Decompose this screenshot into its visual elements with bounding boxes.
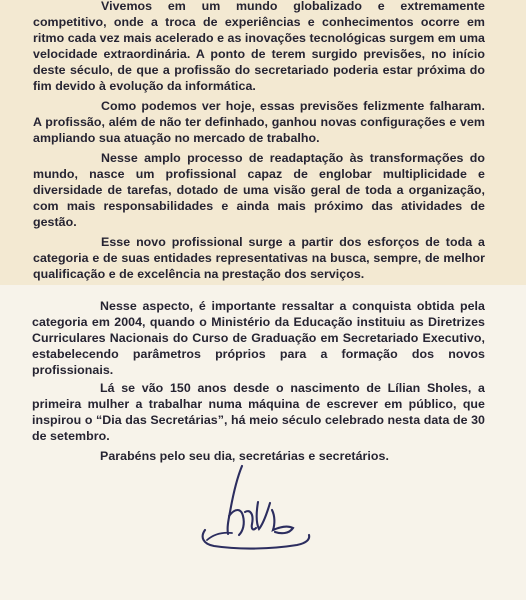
- closing-greeting: Parabéns pelo seu dia, secretárias e secretários.: [100, 449, 389, 463]
- paragraph-new-professional: Nesse amplo processo de readaptação às transformações do mundo, nasce um profissional capaz de englobar multiplicidade e diversidade de tarefas, dotado de uma visão geral de toda a organização, com mais responsabilidades e ainda mais próximo das atividades de gestão.: [33, 151, 485, 230]
- paragraph-curricular-guidelines: Nesse aspecto, é importante ressaltar a conquista obtida pela categoria em 2004, quando o Ministério da Educação instituiu as Diretrizes Curriculares Nacionais do Curso de Graduação em Secretariado Executivo, estabelecendo parâmetros próprios para a formação dos novos profissionais.: [32, 299, 485, 378]
- paragraph-lilian-sholes: Lá se vão 150 anos desde o nascimento de Lílian Sholes, a primeira mulher a trabalhar numa máquina de escrever em público, que inspirou o “Dia das Secretárias”, há meio século celebrado nesta data de 30 de setembro.: [32, 381, 485, 444]
- paragraph-globalized-world: Vivemos em um mundo globalizado e extremamente competitivo, onde a troca de experiências e conhecimentos ocorre em ritmo cada vez mais acelerado e as inovações tecnológicas surgem em uma velocidade extraordinária. A ponto de terem surgido previsões, no início deste século, de que a profissão do secretariado poderia estar próxima do fim devido à evolução da informática.: [33, 0, 485, 94]
- handwritten-signature: [198, 458, 314, 561]
- paragraph-qualification: Esse novo profissional surge a partir dos esforços de toda a categoria e de suas entidades representativas na busca, sempre, de melhor qualificação e de excelência na prestação dos serviços.: [33, 235, 485, 282]
- paragraph-predictions-failed: Como podemos ver hoje, essas previsões felizmente falharam. A profissão, além de não ter definhado, ganhou novas configurações e vem ampliando sua atuação no mercado de trabalho.: [33, 99, 485, 146]
